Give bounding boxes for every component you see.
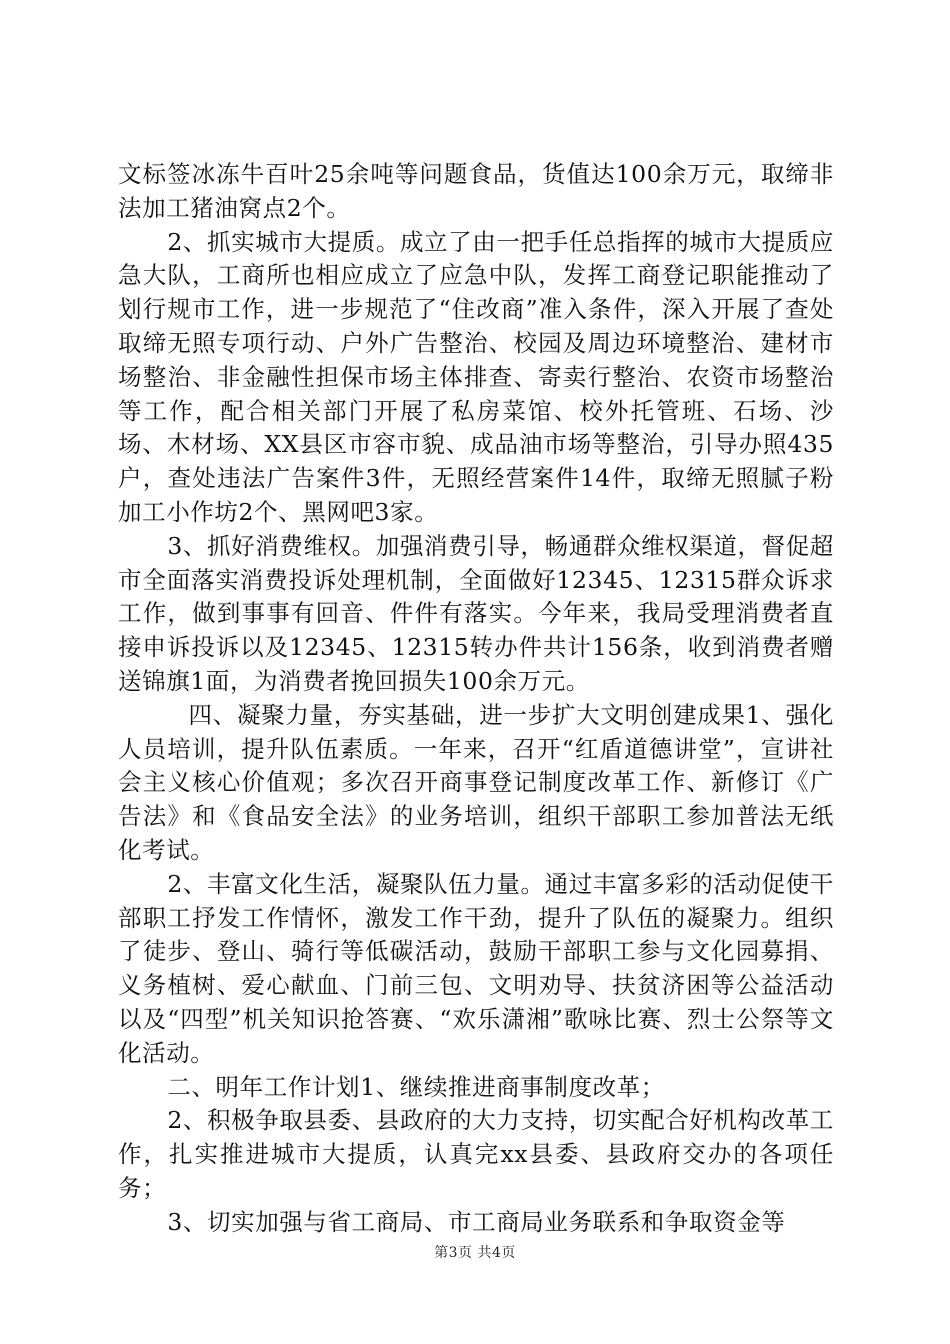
page-number-footer: 第3页 共4页	[434, 1245, 516, 1261]
paragraph-cultural-life: 2、丰富文化生活，凝聚队伍力量。通过丰富多彩的活动促使干部职工抒发工作情怀，激发工作干劲，提升了队伍的凝聚力。组织了徒步、登山、骑行等低碳活动，鼓励干部职工参与文化园募捐、义务植树、爱心献血、门前三包、文明劝导、扶贫济困等公益活动以及“四型”机关知识抢答赛、“欢乐潇湘”歌咏比赛、烈士公祭等文化活动。	[118, 869, 834, 1067]
paragraph-food-seizure-continued: 文标签冰冻牛百叶25余吨等问题食品，货值达100余万元，取缔非法加工猪油窝点2个。	[118, 160, 834, 222]
paragraph-government-support: 2、积极争取县委、县政府的大力支持，切实配合好机构改革工作，扎实推进城市大提质，认真完xx县委、县政府交办的各项任务；	[118, 1106, 834, 1202]
document-body	[118, 158, 834, 1240]
paragraph-consumer-rights: 3、抓好消费维权。加强消费引导，畅通群众维权渠道，督促超市全面落实消费投诉处理机制，全面做好12345、12315群众诉求工作，做到事事有回音、件件有落实。今年来，我局受理消费者直接申诉投诉以及12345、12315转办件共计156条，收到消费者赠送锦旗1面，为消费者挽回损失100余万元。	[118, 531, 834, 695]
paragraph-provincial-liaison: 3、切实加强与省工商局、市工商局业务联系和争取资金等	[167, 1207, 786, 1236]
paragraph-section-four-training: 四、凝聚力量，夯实基础，进一步扩大文明创建成果1、强化人员培训，提升队伍素质。一年来，召开“红盾道德讲堂”，宣讲社会主义核心价值观；多次召开商事登记制度改革工作、新修订《广告法》和《食品安全法》的业务培训，组织干部职工参加普法无纸化考试。	[118, 700, 834, 864]
paragraph-next-year-plan: 二、明年工作计划1、继续推进商事制度改革；	[167, 1072, 665, 1101]
paragraph-city-upgrade: 2、抓实城市大提质。成立了由一把手任总指挥的城市大提质应急大队，工商所也相应成立了应急中队，发挥工商登记职能推动了划行规市工作，进一步规范了“住改商”准入条件，深入开展了查处取缔无照专项行动、户外广告整治、校园及周边环境整治、建材市场整治、非金融性担保市场主体排查、寄卖行整治、农资市场整治等工作，配合相关部门开展了私房菜馆、校外托管班、石场、沙场、木材场、XX县区市容市貌、成品油市场等整治，引导办照435户，查处违法广告案件3件，无照经营案件14件，取缔无照腻子粉加工小作坊2个、黑网吧3家。	[118, 227, 834, 526]
